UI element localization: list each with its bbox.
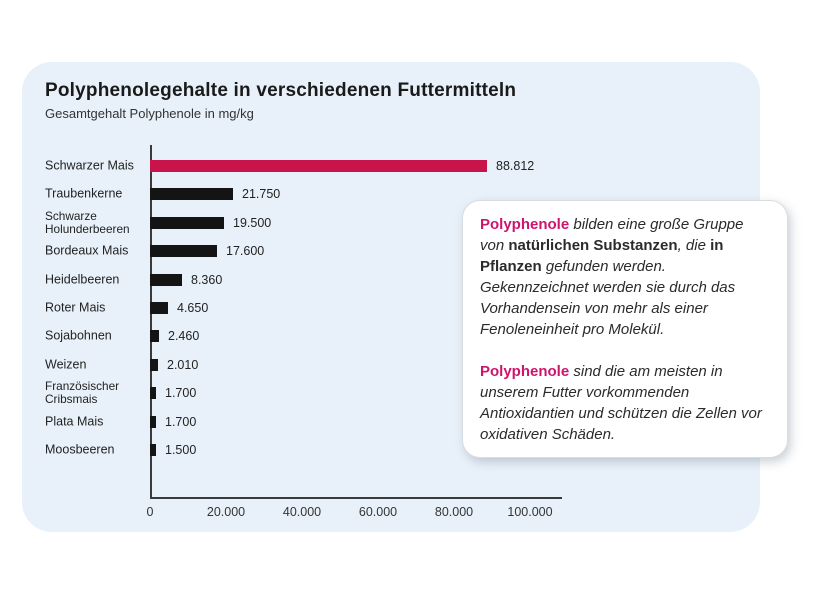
text-segment: in Pflanzen xyxy=(480,237,724,275)
x-axis-line xyxy=(150,497,562,499)
text-segment: bilden eine große Gruppe von xyxy=(480,216,744,254)
value-label: 2.010 xyxy=(167,357,199,372)
bar xyxy=(150,302,168,314)
value-label: 1.700 xyxy=(165,414,197,429)
text-segment: gefunden werden. Gekennzeichnet werden sie durch das Vorhandensein von mehr als einer Fenoleneinheit pro Molekül. xyxy=(480,258,736,338)
category-label: Bordeaux Mais xyxy=(45,243,129,258)
value-label: 21.750 xyxy=(242,187,281,202)
info-paragraph xyxy=(480,214,770,340)
info-paragraph xyxy=(480,361,770,445)
value-label: 2.460 xyxy=(168,329,200,344)
x-axis-tick-label: 100.000 xyxy=(507,505,553,519)
text-segment: sind die am meisten in unserem Futter vorkommenden Antioxidantien und schützen die Zellen vor oxidativen Schäden. xyxy=(480,363,762,443)
bar xyxy=(150,387,156,399)
category-label: Weizen xyxy=(45,357,87,372)
category-label: Traubenkerne xyxy=(45,186,123,201)
bar xyxy=(150,359,158,371)
category-label: Plata Mais xyxy=(45,414,104,429)
x-axis-tick-label: 80.000 xyxy=(434,505,474,519)
category-label: Französischer Cribsmais xyxy=(45,379,120,407)
brand-keyword: Polyphenole xyxy=(480,216,570,233)
value-label: 88.812 xyxy=(496,159,535,173)
category-label: Sojabohnen xyxy=(45,328,112,343)
bar xyxy=(150,444,156,456)
chart-title: Polyphenolegehalte in verschiedenen Futtermitteln xyxy=(45,80,517,101)
bar xyxy=(150,188,233,200)
bar xyxy=(150,217,224,229)
value-label: 4.650 xyxy=(177,301,209,315)
bar xyxy=(150,416,156,428)
value-label: 1.700 xyxy=(165,386,197,401)
x-axis-tick-label: 40.000 xyxy=(282,505,322,519)
text-segment: natürlichen Substanzen xyxy=(508,237,678,254)
brand-keyword: Polyphenole xyxy=(480,363,570,380)
bar xyxy=(150,160,487,172)
text-segment: , die xyxy=(677,237,711,254)
bar xyxy=(150,245,217,257)
category-label: Schwarzer Mais xyxy=(45,158,134,173)
value-label: 19.500 xyxy=(233,215,272,230)
value-label: 17.600 xyxy=(226,244,265,259)
value-label: 8.360 xyxy=(191,272,223,287)
bar xyxy=(150,274,182,286)
category-label: Roter Mais xyxy=(45,300,106,315)
x-axis-tick-label: 20.000 xyxy=(206,505,246,519)
chart-subtitle: Gesamtgehalt Polyphenole in mg/kg xyxy=(45,106,254,121)
value-label: 1.500 xyxy=(165,443,197,457)
category-label: Moosbeeren xyxy=(45,442,115,457)
category-label: Schwarze Holunderbeeren xyxy=(45,208,130,236)
bar-row xyxy=(22,152,760,180)
x-axis-tick-label: 60.000 xyxy=(358,505,398,519)
bar xyxy=(150,330,159,342)
x-axis-tick-label: 0 xyxy=(146,505,154,519)
category-label: Heidelbeeren xyxy=(45,272,120,287)
info-text-box xyxy=(462,200,788,458)
